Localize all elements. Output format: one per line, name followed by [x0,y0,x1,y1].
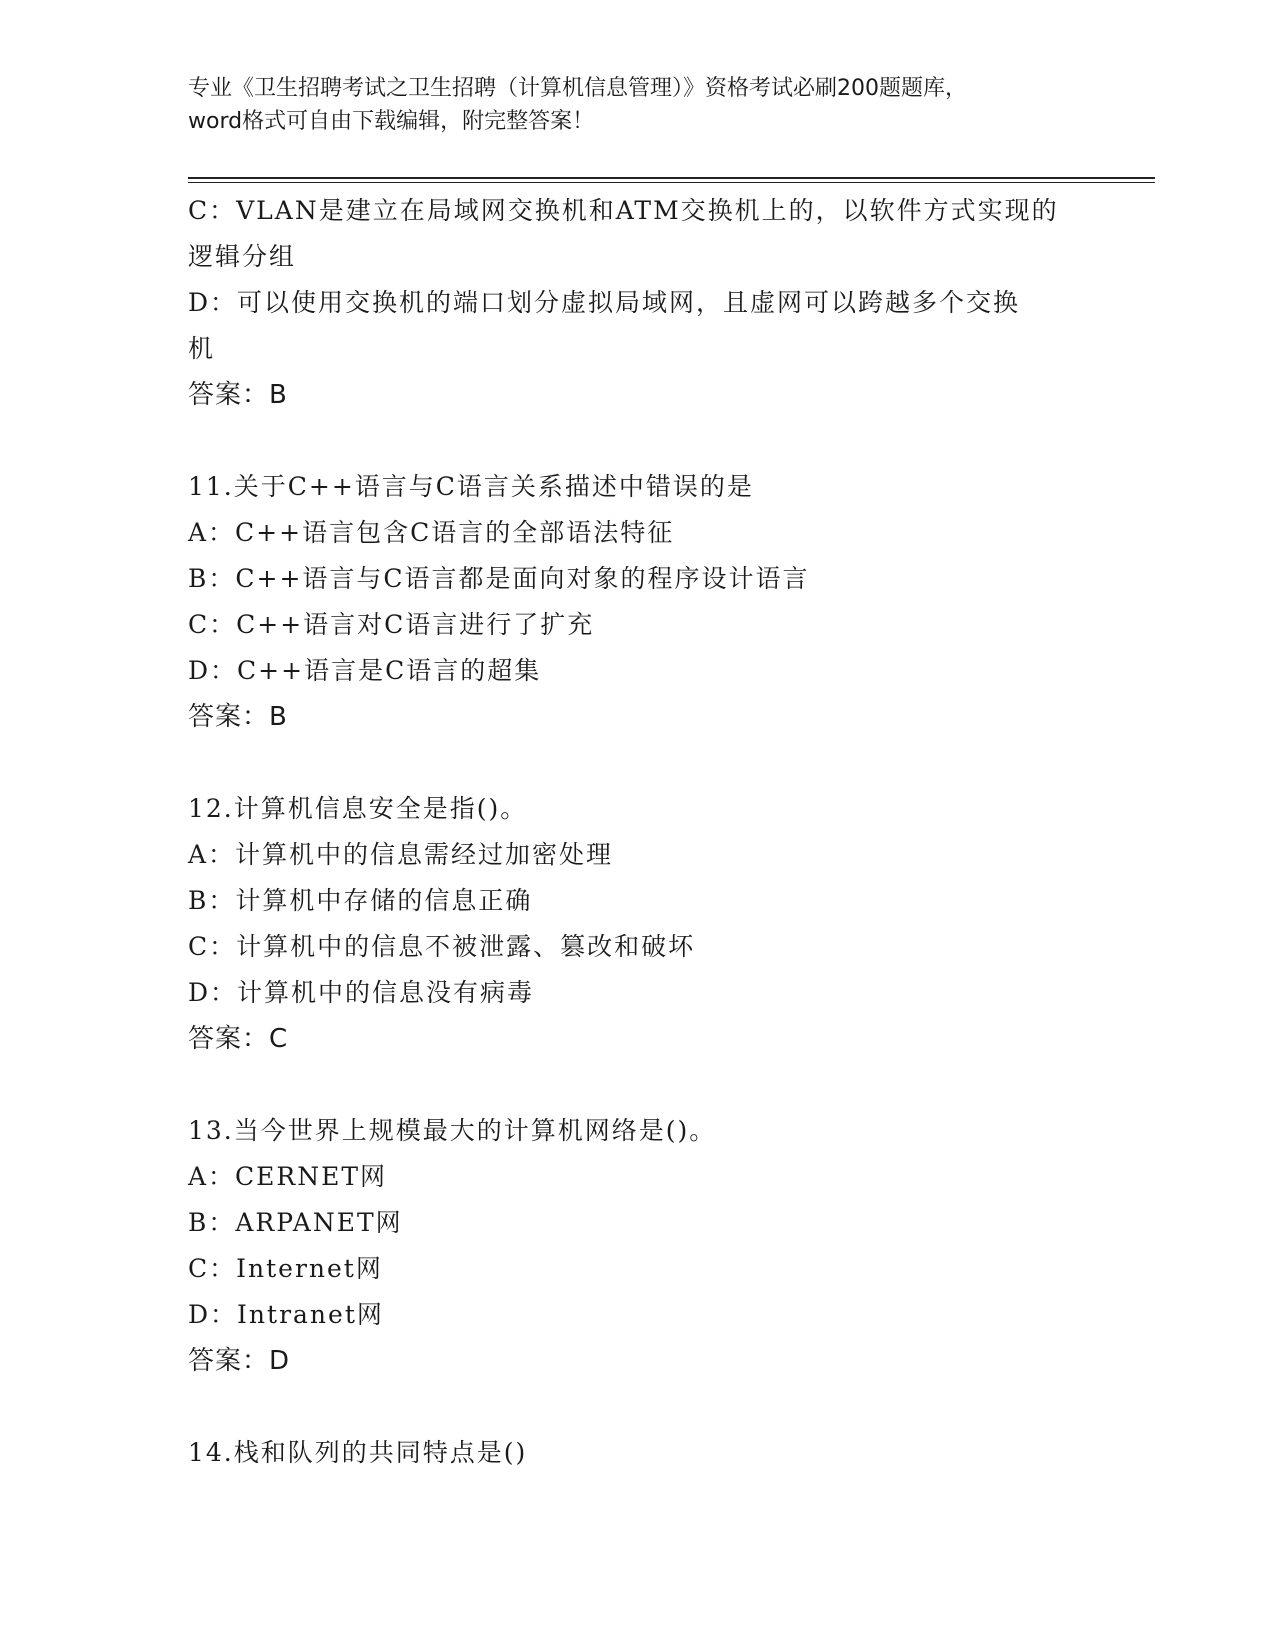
option-b: B：计算机中存储的信息正确 [188,886,533,915]
question-stem: 12.计算机信息安全是指()。 [188,794,528,823]
spacer [188,1062,1168,1108]
question-13 [188,1108,1168,1384]
question-14 [188,1430,1168,1476]
spacer [188,1384,1168,1430]
question-content [188,188,1168,1476]
question-stem: 14.栈和队列的共同特点是() [188,1438,528,1467]
question-stem: 11.关于C++语言与C语言关系描述中错误的是 [188,472,754,501]
answer: 答案：C [188,1024,289,1054]
option-c: C：计算机中的信息不被泄露、篡改和破坏 [188,932,696,961]
option-d-continued: 机 [188,334,216,363]
option-d: D：可以使用交换机的端口划分虚拟局域网，且虚网可以跨越多个交换 [188,288,1021,317]
question-stem: 13.当今世界上规模最大的计算机网络是()。 [188,1116,717,1145]
spacer [188,740,1168,786]
option-d: D：Intranet网 [188,1300,384,1329]
option-b: B：ARPANET网 [188,1208,403,1237]
option-a: A：C++语言包含C语言的全部语法特征 [188,518,675,547]
answer: 答案：B [188,380,288,410]
question-10-tail [188,188,1168,418]
spacer [188,418,1168,464]
option-a: A：CERNET网 [188,1162,388,1191]
option-c-continued: 逻辑分组 [188,242,297,271]
answer: 答案：D [188,1346,291,1376]
answer: 答案：B [188,702,288,732]
option-a: A：计算机中的信息需经过加密处理 [188,840,614,869]
option-c: C：Internet网 [188,1254,383,1283]
document-header [188,72,1088,138]
option-d: D：C++语言是C语言的超集 [188,656,542,685]
question-12 [188,786,1168,1062]
header-line-1: 专业《卫生招聘考试之卫生招聘（计算机信息管理）》资格考试必刷200题题库， [188,76,967,101]
header-divider [188,177,1155,183]
option-c: C：VLAN是建立在局域网交换机和ATM交换机上的，以软件方式实现的 [188,196,1059,225]
question-11 [188,464,1168,740]
option-b: B：C++语言与C语言都是面向对象的程序设计语言 [188,564,810,593]
header-line-2: word格式可自由下载编辑，附完整答案！ [188,109,595,134]
option-d: D：计算机中的信息没有病毒 [188,978,535,1007]
option-c: C：C++语言对C语言进行了扩充 [188,610,595,639]
